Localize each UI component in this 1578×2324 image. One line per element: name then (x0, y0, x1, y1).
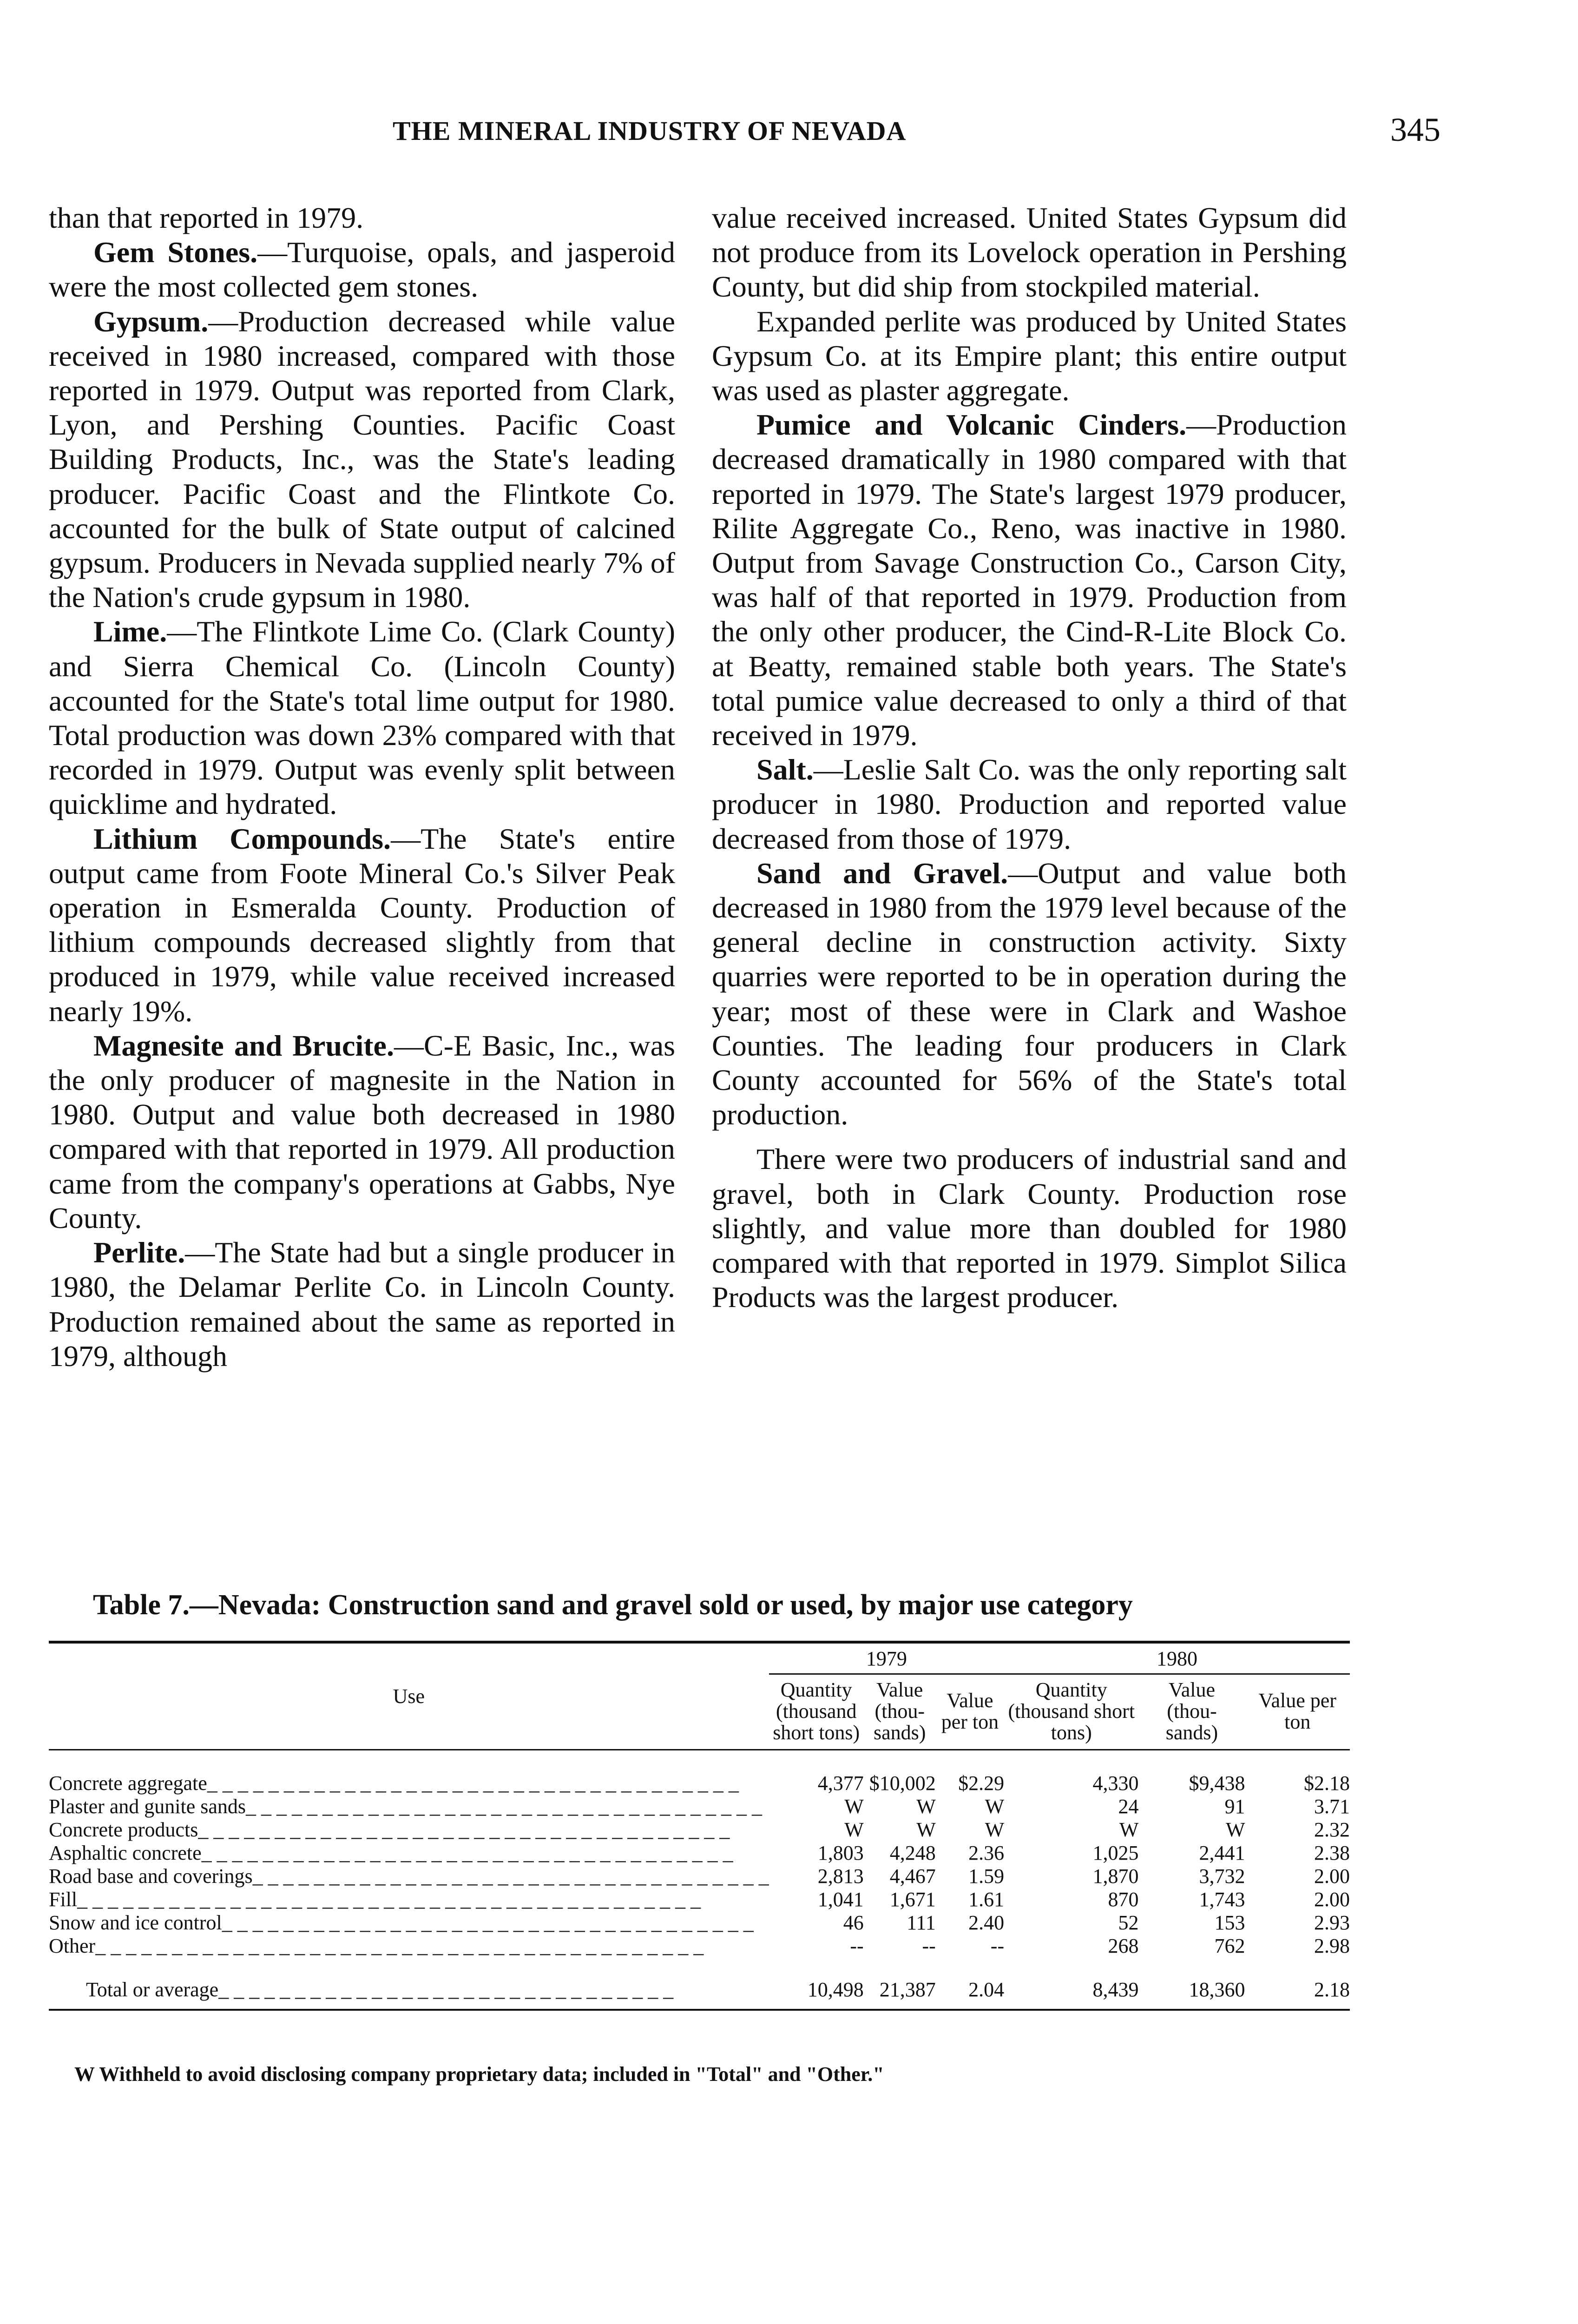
table-cell: $2.29 (958, 1772, 1005, 1795)
use-cell: Snow and ice control_ _ _ _ _ _ _ _ _ _ _ _ _ _ _ _ _ _ _ _ _ _ _ _ _ _ _ _ _ _ _ _ _ _ _ (49, 1911, 754, 1934)
table-cell: $9,438 (1189, 1772, 1245, 1795)
paragraph-salt (712, 753, 1347, 856)
table-cell: W (1119, 1818, 1139, 1841)
paragraph-text: —The State had but a single producer in 1980, the Delamar Perlite Co. in Lincoln County. Production remained about the same as reported in 1979, although (49, 1236, 675, 1373)
left-column (49, 201, 675, 1373)
paragraph-gypsum (49, 304, 675, 615)
data-table (49, 1641, 1350, 2011)
paragraph-perlite (49, 1235, 675, 1373)
paragraph: than that reported in 1979. (49, 201, 364, 234)
section-heading: Magnesite and Brucite. (93, 1029, 394, 1062)
paragraph-sand-gravel (712, 856, 1347, 1132)
table-cell: 21,387 (879, 1978, 936, 2001)
table-row (49, 1842, 1350, 1865)
paragraph-text: —Production decreased while value received in 1980 increased, compared with those reported in 1979. Output was reported from Clark, Lyon, and Pershing Counties. Pacific Coast Building Products, Inc., was the State's leading producer. Pacific Coast and the Flintkote Co. accounted for the bulk of State output of calcined gypsum. Producers in Nevada supplied nearly 7% of the Nation's crude gypsum in 1980. (49, 304, 675, 614)
section-heading: Gypsum. (93, 304, 209, 338)
use-cell: Other_ _ _ _ _ _ _ _ _ _ _ _ _ _ _ _ _ _ _ _ _ _ _ _ _ _ _ _ _ _ _ _ _ _ _ _ _ _ _ _ (49, 1934, 704, 1957)
use-cell: Plaster and gunite sands_ _ _ _ _ _ _ _ _ _ _ _ _ _ _ _ _ _ _ _ _ _ _ _ _ _ _ _ _ _ _ _ _ _ (49, 1795, 763, 1818)
table-cell: W (844, 1818, 864, 1841)
table-cell: 2.40 (968, 1911, 1005, 1934)
paragraph-text: —Turquoise, opals, and jasperoid were the most collected gem stones. (49, 236, 676, 304)
total-row (49, 1958, 1350, 2009)
table-row (49, 1888, 1350, 1911)
table-cell: 1.59 (968, 1865, 1005, 1888)
table-cell: 3,732 (1199, 1865, 1245, 1888)
paragraph-lime (49, 614, 675, 821)
year-1980-header: 1980 (1004, 1642, 1350, 1674)
table-cell: W (985, 1795, 1005, 1818)
table-cell: W (985, 1818, 1005, 1841)
use-cell: Total or average_ _ _ _ _ _ _ _ _ _ _ _ _ _ _ _ _ _ _ _ _ _ _ _ _ _ _ _ _ _ (86, 1978, 674, 2001)
paragraph-text: —C-E Basic, Inc., was the only producer of magnesite in the Nation in 1980. Output and value both decreased in 1980 compared with that reported in 1979. All production came from the company's operations at Gabbs, Nye County. (49, 1029, 676, 1235)
use-cell: Fill_ _ _ _ _ _ _ _ _ _ _ _ _ _ _ _ _ _ _ _ _ _ _ _ _ _ _ _ _ _ _ _ _ _ _ _ _ _ _ _ _ (49, 1888, 701, 1911)
paragraph-text: —The Flintkote Lime Co. (Clark County) and Sierra Chemical Co. (Lincoln County) accounted for the State's total lime output for 1980. Total production was down 23% compared with that recorded in 1979. Output was evenly split between quicklime and hydrated. (49, 615, 675, 821)
paragraph: value received increased. United States Gypsum did not produce from its Lovelock operation in Pershing County, but did ship from stockpiled material. (712, 201, 1347, 304)
use-header: Use (393, 1684, 425, 1708)
table-footnote: W Withheld to avoid disclosing company proprietary data; included in "Total" and "Other." (74, 2063, 884, 2086)
table-cell: 111 (907, 1911, 936, 1934)
paragraph-magnesite (49, 1029, 675, 1235)
section-heading: Salt. (756, 753, 814, 786)
table-cell: 2,441 (1199, 1842, 1245, 1864)
table-cell: 1,803 (817, 1842, 864, 1864)
per-ton-header: Value per ton (1258, 1689, 1336, 1733)
table-cell: 4,248 (889, 1842, 936, 1864)
table-cell: $10,002 (869, 1772, 936, 1795)
per-ton-header: Value per ton (941, 1689, 999, 1733)
table-cell: 1.61 (968, 1888, 1005, 1911)
table-cell: $2.18 (1304, 1772, 1350, 1795)
use-cell: Concrete aggregate_ _ _ _ _ _ _ _ _ _ _ _ _ _ _ _ _ _ _ _ _ _ _ _ _ _ _ _ _ _ _ _ _ _ _ (49, 1772, 739, 1795)
table-row (49, 1818, 1350, 1842)
table-cell: -- (990, 1934, 1005, 1957)
table-cell: 1,870 (1092, 1865, 1139, 1888)
section-heading: Lithium Compounds. (93, 822, 391, 855)
paragraph: There were two producers of industrial sand and gravel, both in Clark County. Production rose slightly, and value more than doubled for 1980 compared with that reported in 1979. Simplot Silica Products was the largest producer. (712, 1142, 1347, 1314)
table-cell: 2.32 (1314, 1818, 1350, 1841)
page-header (46, 111, 1440, 152)
table-cell: 46 (843, 1911, 864, 1934)
table-cell: 2.00 (1314, 1888, 1350, 1911)
table-row (49, 1795, 1350, 1818)
table-cell: 762 (1214, 1934, 1245, 1957)
table-cell: -- (922, 1934, 936, 1957)
table-cell: 18,360 (1189, 1978, 1245, 2001)
paragraph-text: —Production decreased dramatically in 1980 compared with that reported in 1979. The State's largest 1979 producer, Rilite Aggregate Co., Reno, was inactive in 1980. Output from Savage Construction Co., Carson City, was half of that reported in 1979. Production from the only other producer, the Cind-R-Lite Block Co. at Beatty, remained stable both years. The State's total pumice value decreased to only a third of that received in 1979. (712, 408, 1347, 752)
section-heading: Sand and Gravel. (756, 856, 1008, 890)
table-cell: 2,813 (817, 1865, 864, 1888)
quantity-header: Quantity (thousand short tons) (1008, 1678, 1135, 1744)
table-cell: 4,377 (817, 1772, 864, 1795)
section-heading: Perlite. (93, 1236, 185, 1269)
paragraph: Expanded perlite was produced by United States Gypsum Co. at its Empire plant; this entire output was used as plaster aggregate. (712, 304, 1347, 407)
table-cell: 1,671 (889, 1888, 936, 1911)
paragraph-text: —Output and value both decreased in 1980 from the 1979 level because of the general decline in construction activity. Sixty quarries were reported to be in operation during the year; most of these were in Clark and Washoe Counties. The leading four producers in Clark County accounted for 56% of the State's total production. (712, 856, 1347, 1131)
table-title: Table 7.—Nevada: Construction sand and gravel sold or used, by major use category (93, 1589, 1133, 1621)
table-cell: 52 (1118, 1911, 1139, 1934)
value-header: Value (thou-sands) (1165, 1678, 1218, 1744)
table-row (49, 1865, 1350, 1888)
year-1979-header: 1979 (769, 1642, 1004, 1674)
table-cell: 91 (1224, 1795, 1245, 1818)
paragraph-text: —Leslie Salt Co. was the only reporting salt producer in 1980. Production and reported value decreased from those of 1979. (712, 753, 1347, 855)
table-cell: 4,330 (1092, 1772, 1139, 1795)
table-row (49, 1750, 1350, 1796)
table-cell: 1,041 (817, 1888, 864, 1911)
section-heading: Lime. (93, 615, 167, 648)
section-heading: Gem Stones. (93, 236, 258, 269)
table-cell: 268 (1108, 1934, 1139, 1957)
table-cell: 24 (1118, 1795, 1139, 1818)
table-cell: -- (850, 1934, 864, 1957)
table-cell: W (916, 1818, 936, 1841)
table-cell: 1,743 (1199, 1888, 1245, 1911)
paragraph-text: —The State's entire output came from Foote Mineral Co.'s Silver Peak operation in Esmeralda County. Production of lithium compounds decreased slightly from that produced in 1979, while value received increased nearly 19%. (49, 822, 676, 1028)
quantity-header: Quantity (thousand short tons) (773, 1678, 860, 1744)
table-cell: 8,439 (1092, 1978, 1139, 2001)
table-cell: W (916, 1795, 936, 1818)
table-row (49, 1911, 1350, 1934)
table-bottom-rule (49, 2009, 1350, 2010)
table-cell: 2.36 (968, 1842, 1005, 1864)
table-cell: 2.18 (1314, 1978, 1350, 2001)
table-cell: 10,498 (807, 1978, 864, 2001)
table-cell: 3.71 (1314, 1795, 1350, 1818)
value-header: Value (thou-sands) (874, 1678, 926, 1744)
table-cell: W (844, 1795, 864, 1818)
use-cell: Road base and coverings_ _ _ _ _ _ _ _ _ _ _ _ _ _ _ _ _ _ _ _ _ _ _ _ _ _ _ _ _ _ _ _ _ _ (49, 1865, 769, 1888)
use-cell: Asphaltic concrete_ _ _ _ _ _ _ _ _ _ _ _ _ _ _ _ _ _ _ _ _ _ _ _ _ _ _ _ _ _ _ _ _ _ _ (49, 1842, 733, 1864)
paragraph-lithium (49, 822, 675, 1029)
page-number: 345 (1390, 111, 1440, 148)
table-cell: 4,467 (889, 1865, 936, 1888)
table-cell: 2.04 (968, 1978, 1005, 2001)
paragraph-pumice (712, 408, 1347, 753)
table-cell: 870 (1108, 1888, 1139, 1911)
paragraph-gem-stones (49, 235, 675, 304)
table-cell: 2.00 (1314, 1865, 1350, 1888)
use-cell: Concrete products_ _ _ _ _ _ _ _ _ _ _ _ _ _ _ _ _ _ _ _ _ _ _ _ _ _ _ _ _ _ _ _ _ _ _ (49, 1818, 730, 1841)
table-row (49, 1934, 1350, 1958)
table-cell: W (1225, 1818, 1245, 1841)
running-head: THE MINERAL INDUSTRY OF NEVADA (393, 116, 907, 146)
table-cell: 2.98 (1314, 1934, 1350, 1957)
table-cell: 1,025 (1092, 1842, 1139, 1864)
section-heading: Pumice and Volcanic Cinders. (756, 408, 1187, 442)
table-cell: 2.93 (1314, 1911, 1350, 1934)
table-cell: 2.38 (1314, 1842, 1350, 1864)
table-cell: 153 (1214, 1911, 1245, 1934)
right-column (712, 201, 1347, 1315)
